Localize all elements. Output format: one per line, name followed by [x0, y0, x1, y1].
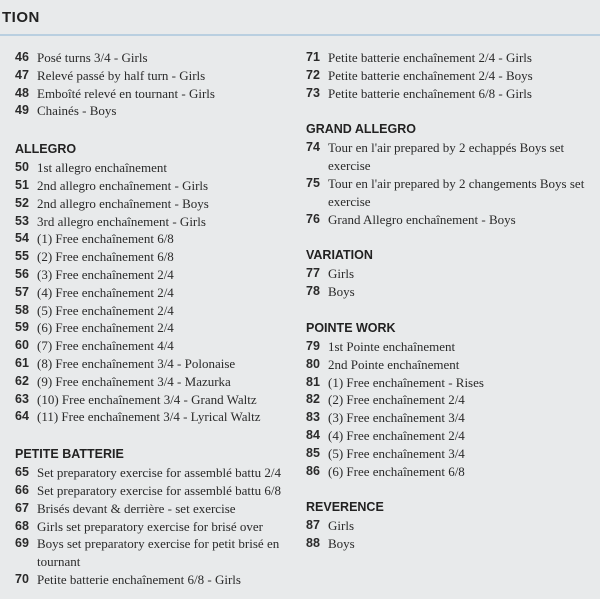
section-title-allegro: ALLEGRO: [15, 142, 77, 157]
track-list-allegro: [15, 159, 300, 426]
track-item: [15, 266, 300, 284]
track-item: [15, 518, 300, 536]
page-title: TION: [2, 9, 40, 26]
track-number: 46: [15, 50, 29, 64]
track-number: 64: [15, 409, 29, 424]
track-title: Petite batterie enchaînement 2/4 - Girls: [328, 50, 532, 65]
track-title: Boys: [328, 284, 355, 300]
track-item: [15, 302, 300, 320]
track-item: [306, 85, 596, 103]
section-petite-batterie: [15, 445, 300, 589]
track-item: [15, 213, 300, 231]
section-title-reverence: REVERENCE: [306, 500, 384, 515]
track-item: [306, 49, 596, 67]
section-grand-allegro: [306, 120, 596, 228]
section-title-variation: VARIATION: [306, 248, 373, 263]
track-title: Petite batterie enchaînement 6/8 - Girls: [328, 85, 532, 101]
track-title: Brisés devant & derrière - set exercise: [37, 500, 236, 516]
track-item: [15, 500, 300, 518]
track-item: [306, 67, 596, 85]
track-title: (5) Free enchaînement 2/4: [37, 302, 174, 318]
track-item: [15, 230, 300, 248]
track-title: (11) Free enchaînement 3/4 - Lyrical Waltz: [37, 409, 261, 425]
track-item: [306, 391, 596, 409]
track-title: (2) Free enchaînement 2/4: [328, 392, 465, 408]
track-item: [15, 391, 300, 409]
track-item: [306, 374, 596, 392]
track-number: 53: [15, 213, 29, 228]
track-item: [15, 464, 300, 482]
track-title: (7) Free enchaînement 4/4: [37, 338, 174, 354]
track-list-pointe-work: [306, 338, 596, 480]
track-item: [15, 355, 300, 373]
track-number: 47: [15, 67, 29, 82]
track-title: Petite batterie enchaînement 2/4 - Boys: [328, 67, 533, 83]
track-item: [15, 49, 300, 67]
track-item: [15, 195, 300, 213]
track-title: Set preparatory exercise for assemblé battu 2/4: [37, 465, 282, 481]
track-title: (6) Free enchaînement 6/8: [328, 463, 465, 479]
section-title-grand-allegro: GRAND ALLEGRO: [306, 122, 416, 137]
track-number: 76: [306, 211, 320, 226]
track-item: [15, 373, 300, 391]
track-number: 81: [306, 374, 320, 389]
track-item: [15, 177, 300, 195]
track-item: [306, 517, 596, 535]
section-variation: [306, 246, 596, 301]
track-title: 2nd allegro enchaînement - Boys: [37, 195, 209, 211]
track-item: [306, 535, 596, 553]
left-column: [15, 49, 300, 589]
track-number: 75: [306, 175, 320, 190]
track-item: [15, 319, 300, 337]
track-number: 62: [15, 373, 29, 388]
track-item: [15, 85, 300, 103]
track-number: 74: [306, 140, 320, 155]
section-title-pointe-work: POINTE WORK: [306, 320, 396, 335]
track-number: 68: [15, 518, 29, 533]
track-title: Girls: [328, 266, 354, 282]
track-number: 50: [15, 160, 29, 175]
track-title: 3rd allegro enchaînement - Girls: [37, 213, 206, 229]
track-title: 1st allegro enchaînement: [37, 160, 167, 176]
track-item: [306, 356, 596, 374]
track-number: 69: [15, 536, 29, 551]
track-title: (9) Free enchaînement 3/4 - Mazurka: [37, 373, 231, 389]
track-item: [306, 139, 596, 175]
track-number: 56: [15, 266, 29, 281]
track-title: (1) Free enchaînement 6/8: [37, 231, 174, 247]
track-title: Tour en l'air prepared by 2 echappés Boys set exercise: [328, 140, 565, 174]
track-title: Set preparatory exercise for assemblé battu 6/8: [37, 482, 282, 498]
track-number: 58: [15, 302, 29, 317]
track-item: [306, 409, 596, 427]
track-item: [306, 175, 596, 211]
track-number: 70: [15, 571, 29, 586]
track-number: 54: [15, 231, 29, 246]
track-number: 66: [15, 482, 29, 497]
page-header: [0, 0, 600, 36]
track-title: (4) Free enchaînement 2/4: [328, 427, 465, 443]
track-number: 82: [306, 392, 320, 407]
track-item: [15, 337, 300, 355]
section-continued: [15, 49, 300, 120]
track-title: (4) Free enchaînement 2/4: [37, 284, 174, 300]
track-title: Chainés - Boys: [37, 103, 117, 119]
track-title: Posé turns 3/4 - Girls: [37, 50, 148, 65]
track-number: 67: [15, 500, 29, 515]
track-item: [15, 284, 300, 302]
track-number: 72: [306, 67, 320, 82]
track-number: 63: [15, 391, 29, 406]
track-list-variation: [306, 265, 596, 301]
track-number: 65: [15, 465, 29, 480]
track-title: (3) Free enchaînement 2/4: [37, 266, 174, 282]
section-title-petite-batterie: PETITE BATTERIE: [15, 447, 124, 462]
track-number: 87: [306, 518, 320, 533]
section-reverence: [306, 498, 596, 553]
track-number: 60: [15, 338, 29, 353]
track-item: [15, 535, 300, 571]
track-title: (3) Free enchaînement 3/4: [328, 410, 465, 426]
track-title: 1st Pointe enchaînement: [328, 338, 456, 354]
track-title: 2nd Pointe enchaînement: [328, 356, 460, 372]
track-item: [306, 211, 596, 229]
track-title: Girls: [328, 518, 354, 534]
track-item: [306, 265, 596, 283]
track-number: 77: [306, 266, 320, 281]
track-item: [15, 482, 300, 500]
track-title: (1) Free enchaînement - Rises: [328, 374, 484, 390]
section-pointe-work: [306, 319, 596, 480]
track-list-reverence: [306, 517, 596, 553]
track-title: Girls set preparatory exercise for brisé over: [37, 518, 263, 534]
track-number: 57: [15, 284, 29, 299]
track-number: 79: [306, 338, 320, 353]
track-title: (5) Free enchaînement 3/4: [328, 445, 465, 461]
track-number: 80: [306, 356, 320, 371]
track-item: [306, 463, 596, 481]
track-title: (10) Free enchaînement 3/4 - Grand Waltz: [37, 391, 257, 407]
track-number: 49: [15, 103, 29, 118]
track-number: 71: [306, 50, 320, 64]
track-item: [15, 248, 300, 266]
track-item: [306, 445, 596, 463]
track-title: Boys: [328, 536, 355, 552]
right-column: [306, 49, 596, 553]
track-number: 51: [15, 177, 29, 192]
track-title: (2) Free enchaînement 6/8: [37, 249, 174, 265]
track-title: (6) Free enchaînement 2/4: [37, 320, 174, 336]
track-title: Petite batterie enchaînement 6/8 - Girls: [37, 571, 241, 587]
track-number: 86: [306, 463, 320, 478]
track-item: [306, 427, 596, 445]
section-continued-right: [306, 49, 596, 102]
track-item: [15, 159, 300, 177]
track-item: [306, 283, 596, 301]
track-title: (8) Free enchaînement 3/4 - Polonaise: [37, 355, 236, 371]
track-item: [306, 338, 596, 356]
track-number: 55: [15, 249, 29, 264]
track-item: [15, 102, 300, 120]
track-number: 52: [15, 195, 29, 210]
track-list-petite-batterie: [15, 464, 300, 589]
track-number: 48: [15, 85, 29, 100]
track-number: 73: [306, 85, 320, 100]
section-allegro: [15, 140, 300, 426]
track-number: 59: [15, 320, 29, 335]
track-number: 84: [306, 427, 320, 442]
track-item: [15, 408, 300, 426]
track-item: [15, 571, 300, 589]
track-title: Boys set preparatory exercise for petit brisé en tournant: [37, 536, 280, 570]
track-number: 88: [306, 536, 320, 551]
track-list-grand-allegro: [306, 139, 596, 228]
track-number: 85: [306, 445, 320, 460]
track-number: 83: [306, 410, 320, 425]
track-title: Tour en l'air prepared by 2 changements Boys set exercise: [328, 175, 585, 209]
track-number: 78: [306, 284, 320, 299]
track-item: [15, 67, 300, 85]
track-title: 2nd allegro enchaînement - Girls: [37, 177, 209, 193]
track-title: Relevé passé by half turn - Girls: [37, 67, 206, 83]
track-title: Emboîté relevé en tournant - Girls: [37, 85, 215, 101]
track-number: 61: [15, 355, 29, 370]
track-title: Grand Allegro enchaînement - Boys: [328, 211, 516, 227]
